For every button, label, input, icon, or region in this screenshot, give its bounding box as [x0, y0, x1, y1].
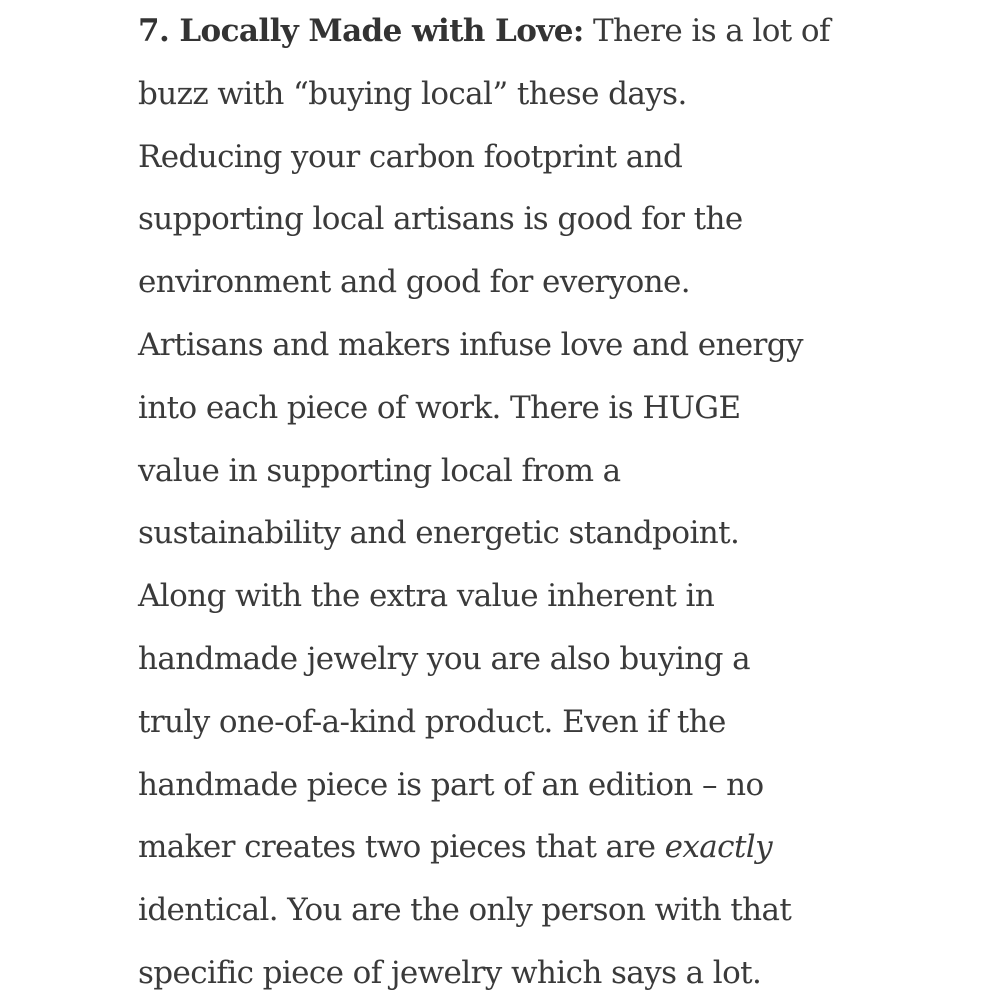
- emphasized-word: exactly: [664, 829, 773, 866]
- section-heading: 7. Locally Made with Love:: [138, 13, 584, 49]
- text-line: specific piece of jewelry which says a lot.: [138, 954, 762, 991]
- text-line: Artisans and makers infuse love and energy: [138, 326, 803, 363]
- text-line: identical. You are the only person with that: [138, 892, 792, 929]
- text-line: value in supporting local from a: [138, 452, 621, 489]
- text-line: environment and good for everyone.: [138, 264, 690, 301]
- text-line: handmade piece is part of an edition – no: [138, 766, 764, 803]
- text-line: Along with the extra value inherent in: [138, 578, 715, 615]
- text-line: buzz with “buying local” these days.: [138, 75, 687, 112]
- text-line: into each piece of work. There is HUGE: [138, 389, 741, 426]
- article-body: [138, 0, 898, 1005]
- text-line: truly one-of-a-kind product. Even if the: [138, 703, 726, 740]
- text-line: Reducing your carbon footprint and: [138, 138, 683, 175]
- text-line: [138, 0, 898, 63]
- text-line-content: maker creates two pieces that are: [138, 829, 665, 866]
- text-line-content: There is a lot of: [583, 13, 830, 49]
- text-line: [138, 816, 898, 879]
- text-line: handmade jewelry you are also buying a: [138, 640, 751, 677]
- text-line: supporting local artisans is good for the: [138, 201, 743, 238]
- text-line: sustainability and energetic standpoint.: [138, 515, 740, 552]
- paragraph-locally-made: [138, 0, 898, 1005]
